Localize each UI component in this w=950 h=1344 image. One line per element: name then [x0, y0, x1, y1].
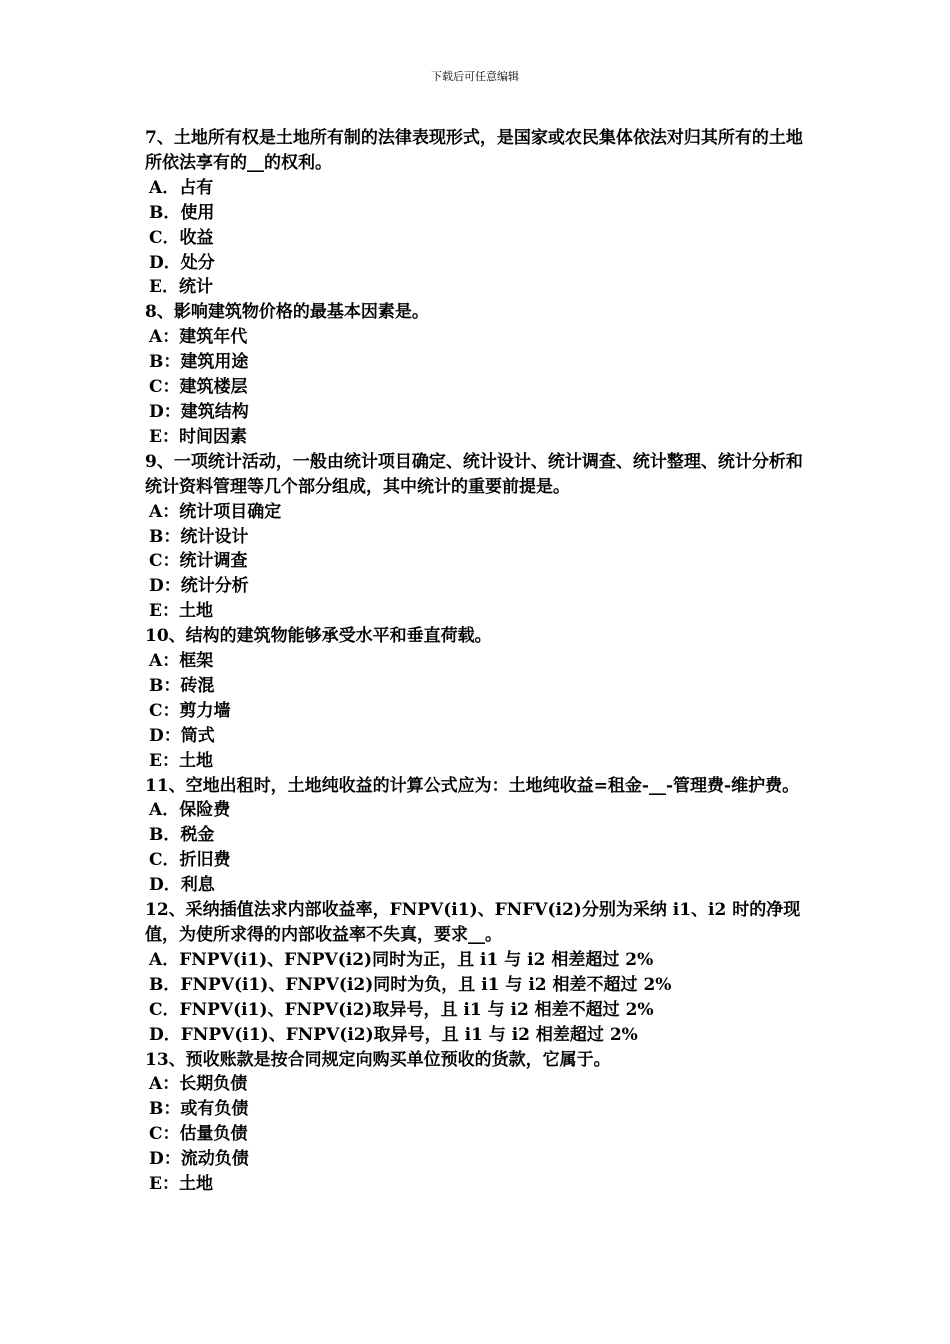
option-a: A：框架 [149, 651, 214, 672]
question-block [145, 300, 810, 449]
option-c: C：统计调查 [149, 551, 248, 572]
option-d: D．FNPV(i1)、FNPV(i2)取异号，且 i1 与 i2 相差超过 2% [149, 1024, 638, 1045]
question-block [145, 450, 810, 624]
question-text: 11、空地出租时，土地纯收益的计算公式应为：土地纯收益=租金-__-管理费-维护费。 [145, 775, 800, 796]
option-e: E：土地 [149, 750, 213, 771]
question-block [145, 774, 810, 899]
option-a: A：长期负债 [149, 1074, 248, 1095]
question-text: 10、结构的建筑物能够承受水平和垂直荷载。 [145, 626, 492, 647]
option-b: B：砖混 [149, 675, 215, 696]
option-d: D：统计分析 [149, 576, 249, 597]
option-c: C：估量负债 [149, 1124, 248, 1145]
option-d: D．处分 [149, 252, 215, 273]
option-e: E：时间因素 [149, 426, 247, 447]
question-list [145, 126, 810, 1197]
option-d: D：建筑结构 [149, 401, 249, 422]
question-text: 12、采纳插值法求内部收益率，FNPV(i1)、FNFV(i2)分别为采纳 i1、i2 时的净现值，为使所求得的内部收益率不失真，要求__。 [145, 900, 801, 945]
option-b: B：或有负债 [149, 1099, 249, 1120]
option-d: D：流动负债 [149, 1149, 249, 1170]
option-c: C．折旧费 [149, 850, 231, 871]
option-a: A：建筑年代 [149, 327, 248, 348]
option-c: C．FNPV(i1)、FNPV(i2)取异号，且 i1 与 i2 相差不超过 2% [149, 999, 654, 1020]
option-e: E：土地 [149, 1174, 213, 1195]
option-d: D．利息 [149, 875, 215, 896]
option-a: A．保险费 [149, 800, 231, 821]
question-block [145, 1048, 810, 1197]
option-b: B：统计设计 [149, 526, 249, 547]
question-text: 8、影响建筑物价格的最基本因素是。 [145, 302, 429, 323]
option-b: B：建筑用途 [149, 352, 249, 373]
option-a: A．FNPV(i1)、FNPV(i2)同时为正，且 i1 与 i2 相差超过 2% [149, 949, 654, 970]
question-block [145, 126, 810, 300]
question-text: 9、一项统计活动，一般由统计项目确定、统计设计、统计调查、统计整理、统计分析和统计资料管理等几个部分组成，其中统计的重要前提是。 [145, 451, 803, 497]
option-a: A：统计项目确定 [149, 501, 282, 522]
page-header: 下载后可任意编辑 [431, 70, 519, 83]
question-text: 13、预收账款是按合同规定向购买单位预收的货款，它属于。 [145, 1049, 611, 1070]
question-block [145, 898, 810, 1047]
option-c: C：剪力墙 [149, 700, 231, 721]
option-b: B．税金 [149, 825, 215, 846]
option-d: D：筒式 [149, 725, 215, 746]
question-block [145, 624, 810, 773]
option-e: E：土地 [149, 601, 213, 622]
option-b: B．FNPV(i1)、FNPV(i2)同时为负，且 i1 与 i2 相差不超过 2% [149, 974, 672, 995]
option-e: E．统计 [149, 277, 213, 298]
option-c: C：建筑楼层 [149, 377, 248, 398]
question-text: 7、土地所有权是土地所有制的法律表现形式，是国家或农民集体依法对归其所有的土地所依法享有的__的权利。 [145, 128, 803, 173]
option-b: B．使用 [149, 202, 215, 223]
option-a: A．占有 [149, 177, 214, 198]
option-c: C．收益 [149, 227, 214, 248]
